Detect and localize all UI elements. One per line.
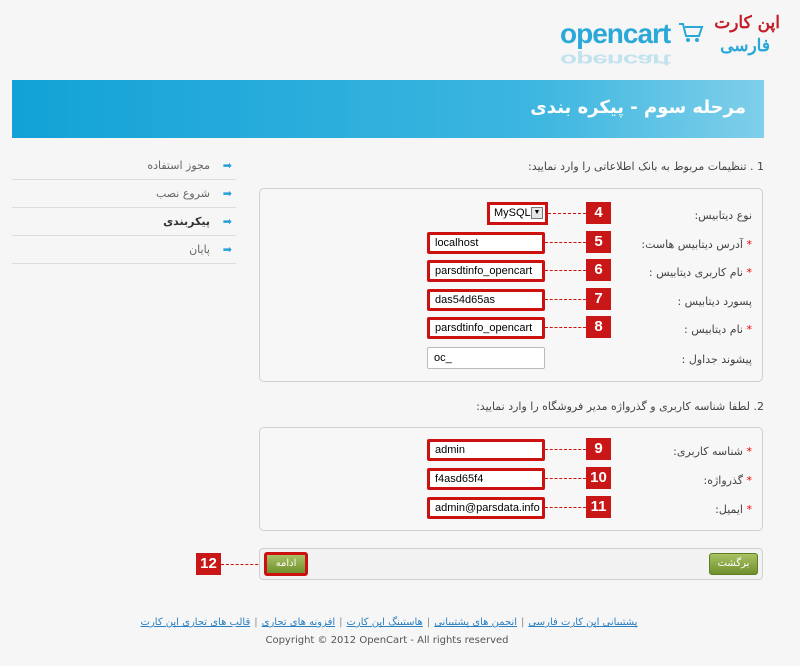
sidebar-item-label: پایان <box>189 243 210 256</box>
footer-links <box>128 617 650 628</box>
callout-badge: 8 <box>586 316 611 338</box>
callout-connector <box>221 564 263 565</box>
sidebar-item-license[interactable] <box>12 152 236 180</box>
sidebar-item-configuration[interactable] <box>12 208 236 236</box>
db-driver-label: نوع دیتابیس: <box>694 209 752 222</box>
arrow-right-icon: ➡ <box>222 243 232 256</box>
db-password-label: پسورد دیتابیس : <box>677 295 752 308</box>
sidebar-item-pre-install[interactable] <box>12 180 236 208</box>
callout-badge: 12 <box>196 553 221 575</box>
admin-email-input[interactable]: admin@parsdata.info <box>427 497 545 519</box>
page-header <box>12 80 764 138</box>
footer-link-themes[interactable]: قالب های تجاری اپن کارت <box>140 617 251 628</box>
callout-badge: 10 <box>586 467 611 489</box>
admin-password-input[interactable]: f4asd65f4 <box>427 468 545 490</box>
arrow-right-icon: ➡ <box>222 215 232 228</box>
callout-badge: 7 <box>586 288 611 310</box>
back-button[interactable]: برگشت <box>709 553 758 575</box>
footer-separator: | <box>339 617 343 628</box>
db-user-label: * نام کاربری دیتابیس : <box>648 266 752 279</box>
db-driver-value: MySQL <box>494 207 531 219</box>
footer-link-extensions[interactable]: افزونه های تجاری <box>261 617 336 628</box>
callout-connector <box>545 299 586 300</box>
db-user-input[interactable]: parsdtinfo_opencart <box>427 260 545 282</box>
footer-separator: | <box>254 617 258 628</box>
cart-icon <box>678 22 704 44</box>
callout-badge: 11 <box>586 496 611 518</box>
logo-persian-text: اپن کارت <box>714 13 780 33</box>
footer-link-support[interactable]: پشتیبانی اپن کارت فارسی <box>528 617 638 628</box>
sidebar-item-label: شروع نصب <box>155 187 210 200</box>
sidebar-item-label: مجوز استفاده <box>147 159 210 172</box>
logo-text: opencart <box>560 18 671 49</box>
footer-separator: | <box>521 617 525 628</box>
logo-reflection: opencart <box>560 51 671 70</box>
admin-username-input[interactable]: admin <box>427 439 545 461</box>
callout-connector <box>548 213 586 214</box>
admin-username-label: * شناسه کاربری: <box>673 445 752 458</box>
footer-separator: | <box>426 617 431 628</box>
copyright-text: Copyright © 2012 OpenCart - All rights reserved <box>265 635 509 646</box>
arrow-right-icon: ➡ <box>222 159 232 172</box>
sidebar-item-label: پیکربندی <box>163 215 210 228</box>
database-section-title: 1 . تنظیمات مربوط به بانک اطلاعاتی را وارد نمایید: <box>527 160 764 173</box>
callout-connector <box>545 242 586 243</box>
arrow-right-icon: ➡ <box>222 187 232 200</box>
page-title: مرحله سوم - پیکره بندی <box>530 97 746 118</box>
callout-connector <box>545 327 586 328</box>
callout-badge: 6 <box>586 259 611 281</box>
admin-section-title: 2. لطفا شناسه کاربری و گذرواژه مدیر فروشگاه را وارد نمایید: <box>476 400 764 413</box>
action-bar <box>259 548 763 580</box>
db-driver-select[interactable] <box>487 202 548 225</box>
callout-connector <box>545 507 586 508</box>
logo-persian-subtext: فارسی <box>720 36 770 56</box>
footer-link-hosting[interactable]: هاستینگ اپن کارت <box>346 617 423 628</box>
admin-email-label: * ایمیل: <box>715 503 752 516</box>
db-name-label: * نام دیتابیس : <box>684 323 752 336</box>
callout-connector <box>545 478 586 479</box>
callout-badge: 4 <box>586 202 611 224</box>
continue-button[interactable]: ادامه <box>264 552 308 576</box>
callout-badge: 9 <box>586 438 611 460</box>
db-password-input[interactable]: das54d65as <box>427 289 545 311</box>
db-prefix-label: پیشوند جداول : <box>681 353 752 366</box>
footer-link-forums[interactable]: انجمن های پشتیبانی <box>434 617 518 628</box>
db-host-input[interactable]: localhost <box>427 232 545 254</box>
db-host-label: * آدرس دیتابیس هاست: <box>641 238 752 251</box>
sidebar-item-finish[interactable] <box>12 236 236 264</box>
db-name-input[interactable]: parsdtinfo_opencart <box>427 317 545 339</box>
callout-connector <box>545 270 586 271</box>
chevron-down-icon: ▼ <box>531 207 543 219</box>
db-prefix-input[interactable]: oc_ <box>427 347 545 369</box>
steps-sidebar <box>12 152 236 264</box>
admin-password-label: * گذرواژه: <box>703 474 752 487</box>
callout-badge: 5 <box>586 231 611 253</box>
callout-connector <box>545 449 586 450</box>
opencart-logo <box>560 14 780 74</box>
